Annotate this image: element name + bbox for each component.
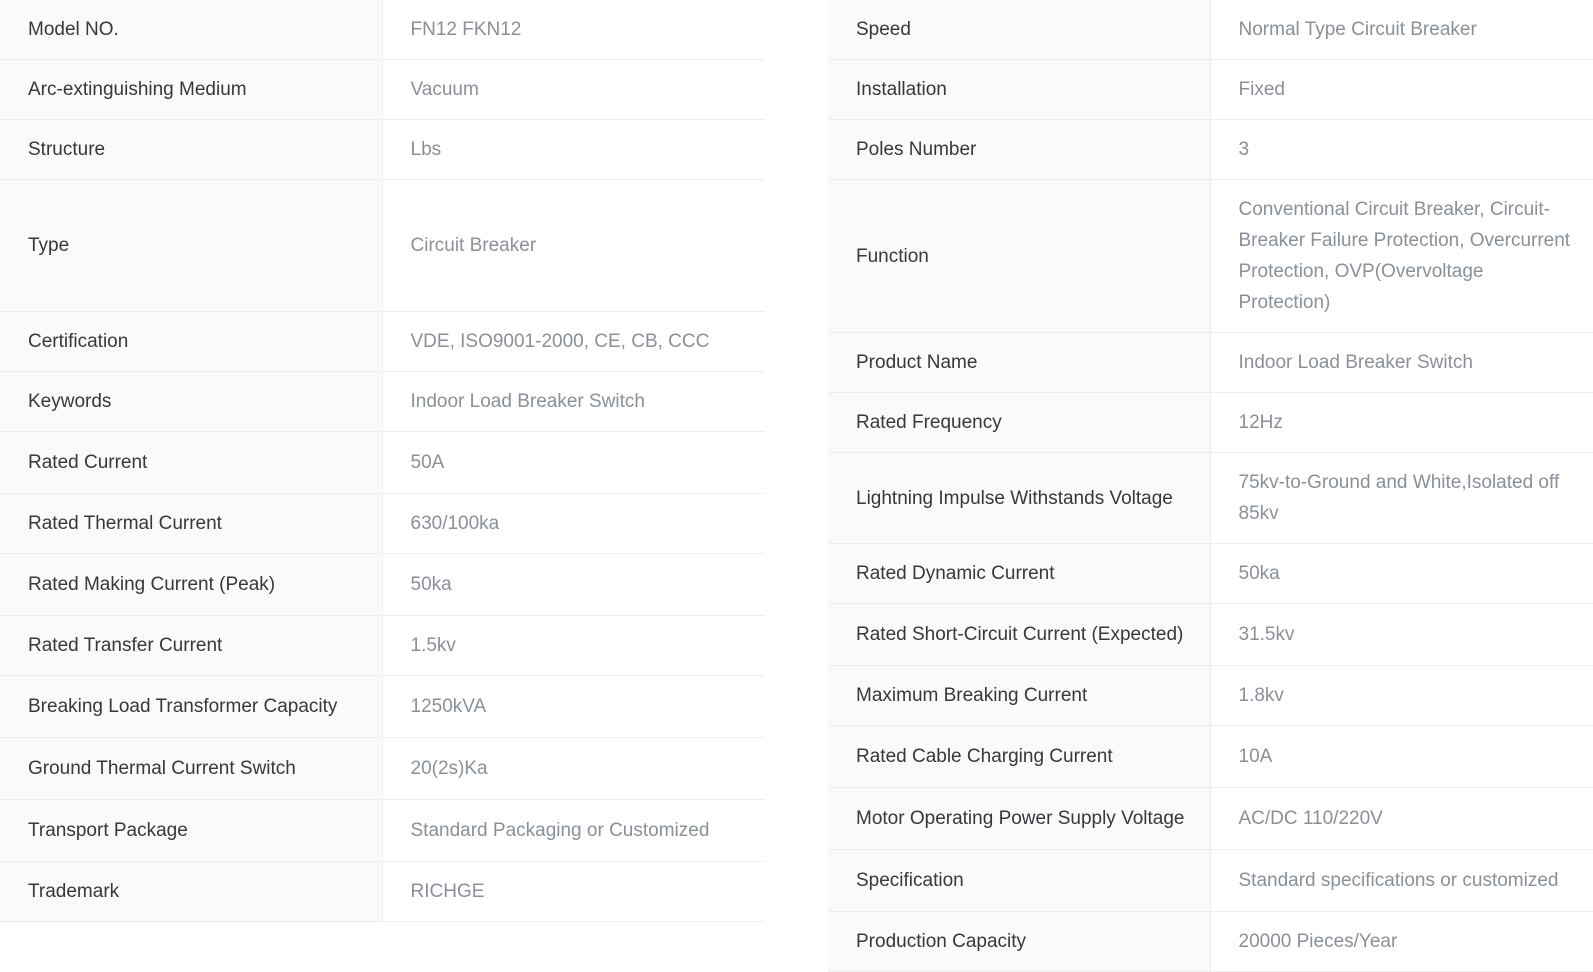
- spec-value: Indoor Load Breaker Switch: [1210, 333, 1593, 393]
- spec-value: 50ka: [1210, 544, 1593, 604]
- table-row: [0, 0, 765, 60]
- spec-column-right: [828, 0, 1593, 952]
- spec-label: Breaking Load Transformer Capacity: [0, 676, 382, 738]
- spec-value: 50ka: [382, 554, 765, 616]
- spec-column-left: [0, 0, 765, 922]
- spec-label: Function: [828, 180, 1210, 333]
- spec-label: Rated Thermal Current: [0, 494, 382, 554]
- spec-value: Normal Type Circuit Breaker: [1210, 0, 1593, 60]
- table-row: [0, 180, 765, 312]
- table-row: [0, 372, 765, 432]
- spec-label: Trademark: [0, 862, 382, 922]
- table-row: [828, 726, 1593, 788]
- spec-label: Arc-extinguishing Medium: [0, 60, 382, 120]
- table-row: [0, 312, 765, 372]
- spec-value: 12Hz: [1210, 393, 1593, 453]
- spec-label: Rated Making Current (Peak): [0, 554, 382, 616]
- table-row: [0, 616, 765, 676]
- spec-label: Rated Frequency: [828, 393, 1210, 453]
- spec-label: Installation: [828, 60, 1210, 120]
- spec-label: Lightning Impulse Withstands Voltage: [828, 453, 1210, 544]
- spec-value: Vacuum: [382, 60, 765, 120]
- spec-label: Model NO.: [0, 0, 382, 60]
- spec-label: Structure: [0, 120, 382, 180]
- spec-value: 3: [1210, 120, 1593, 180]
- spec-value: 31.5kv: [1210, 604, 1593, 666]
- table-row: [828, 788, 1593, 850]
- table-row: [0, 554, 765, 616]
- spec-value: 630/100ka: [382, 494, 765, 554]
- spec-value: 1.5kv: [382, 616, 765, 676]
- spec-label: Product Name: [828, 333, 1210, 393]
- spec-label: Maximum Breaking Current: [828, 666, 1210, 726]
- spec-value: Lbs: [382, 120, 765, 180]
- spec-label: Type: [0, 180, 382, 312]
- spec-value: RICHGE: [382, 862, 765, 922]
- table-row: [0, 676, 765, 738]
- spec-table-left: [0, 0, 765, 922]
- spec-value: VDE, ISO9001-2000, CE, CB, CCC: [382, 312, 765, 372]
- table-row: [828, 912, 1593, 972]
- table-row: [828, 604, 1593, 666]
- table-row: [0, 862, 765, 922]
- table-row: [828, 850, 1593, 912]
- spec-label: Motor Operating Power Supply Voltage: [828, 788, 1210, 850]
- table-row: [0, 738, 765, 800]
- spec-value: 1.8kv: [1210, 666, 1593, 726]
- table-row: [828, 60, 1593, 120]
- spec-value: Conventional Circuit Breaker, Circuit-Breaker Failure Protection, Overcurrent Protection, OVP(Overvoltage Protection): [1210, 180, 1593, 333]
- table-row: [0, 494, 765, 554]
- spec-label: Certification: [0, 312, 382, 372]
- table-row: [0, 120, 765, 180]
- spec-value: 10A: [1210, 726, 1593, 788]
- table-row: [828, 393, 1593, 453]
- spec-label: Rated Dynamic Current: [828, 544, 1210, 604]
- table-row: [828, 453, 1593, 544]
- spec-value: FN12 FKN12: [382, 0, 765, 60]
- spec-label: Specification: [828, 850, 1210, 912]
- spec-value: Fixed: [1210, 60, 1593, 120]
- spec-label: Speed: [828, 0, 1210, 60]
- spec-value: 20000 Pieces/Year: [1210, 912, 1593, 972]
- spec-label: Transport Package: [0, 800, 382, 862]
- table-row: [828, 666, 1593, 726]
- spec-value: 75kv-to-Ground and White,Isolated off 85kv: [1210, 453, 1593, 544]
- table-row: [0, 60, 765, 120]
- spec-value: Circuit Breaker: [382, 180, 765, 312]
- spec-value: 50A: [382, 432, 765, 494]
- table-row: [828, 120, 1593, 180]
- spec-label: Ground Thermal Current Switch: [0, 738, 382, 800]
- table-row: [828, 0, 1593, 60]
- spec-table-right-body: [828, 0, 1593, 972]
- table-row: [828, 544, 1593, 604]
- spec-table-left-body: [0, 0, 765, 922]
- spec-value: Indoor Load Breaker Switch: [382, 372, 765, 432]
- spec-label: Rated Cable Charging Current: [828, 726, 1210, 788]
- table-row: [0, 432, 765, 494]
- spec-value: Standard specifications or customized: [1210, 850, 1593, 912]
- spec-label: Rated Current: [0, 432, 382, 494]
- table-row: [828, 333, 1593, 393]
- spec-value: 20(2s)Ka: [382, 738, 765, 800]
- spec-label: Rated Short-Circuit Current (Expected): [828, 604, 1210, 666]
- table-row: [828, 180, 1593, 333]
- spec-label: Keywords: [0, 372, 382, 432]
- column-gap: [765, 0, 828, 922]
- spec-value: 1250kVA: [382, 676, 765, 738]
- spec-label: Production Capacity: [828, 912, 1210, 972]
- spec-value: AC/DC 110/220V: [1210, 788, 1593, 850]
- spec-label: Poles Number: [828, 120, 1210, 180]
- spec-table-right: [828, 0, 1593, 972]
- table-row: [0, 800, 765, 862]
- spec-value: Standard Packaging or Customized: [382, 800, 765, 862]
- spec-label: Rated Transfer Current: [0, 616, 382, 676]
